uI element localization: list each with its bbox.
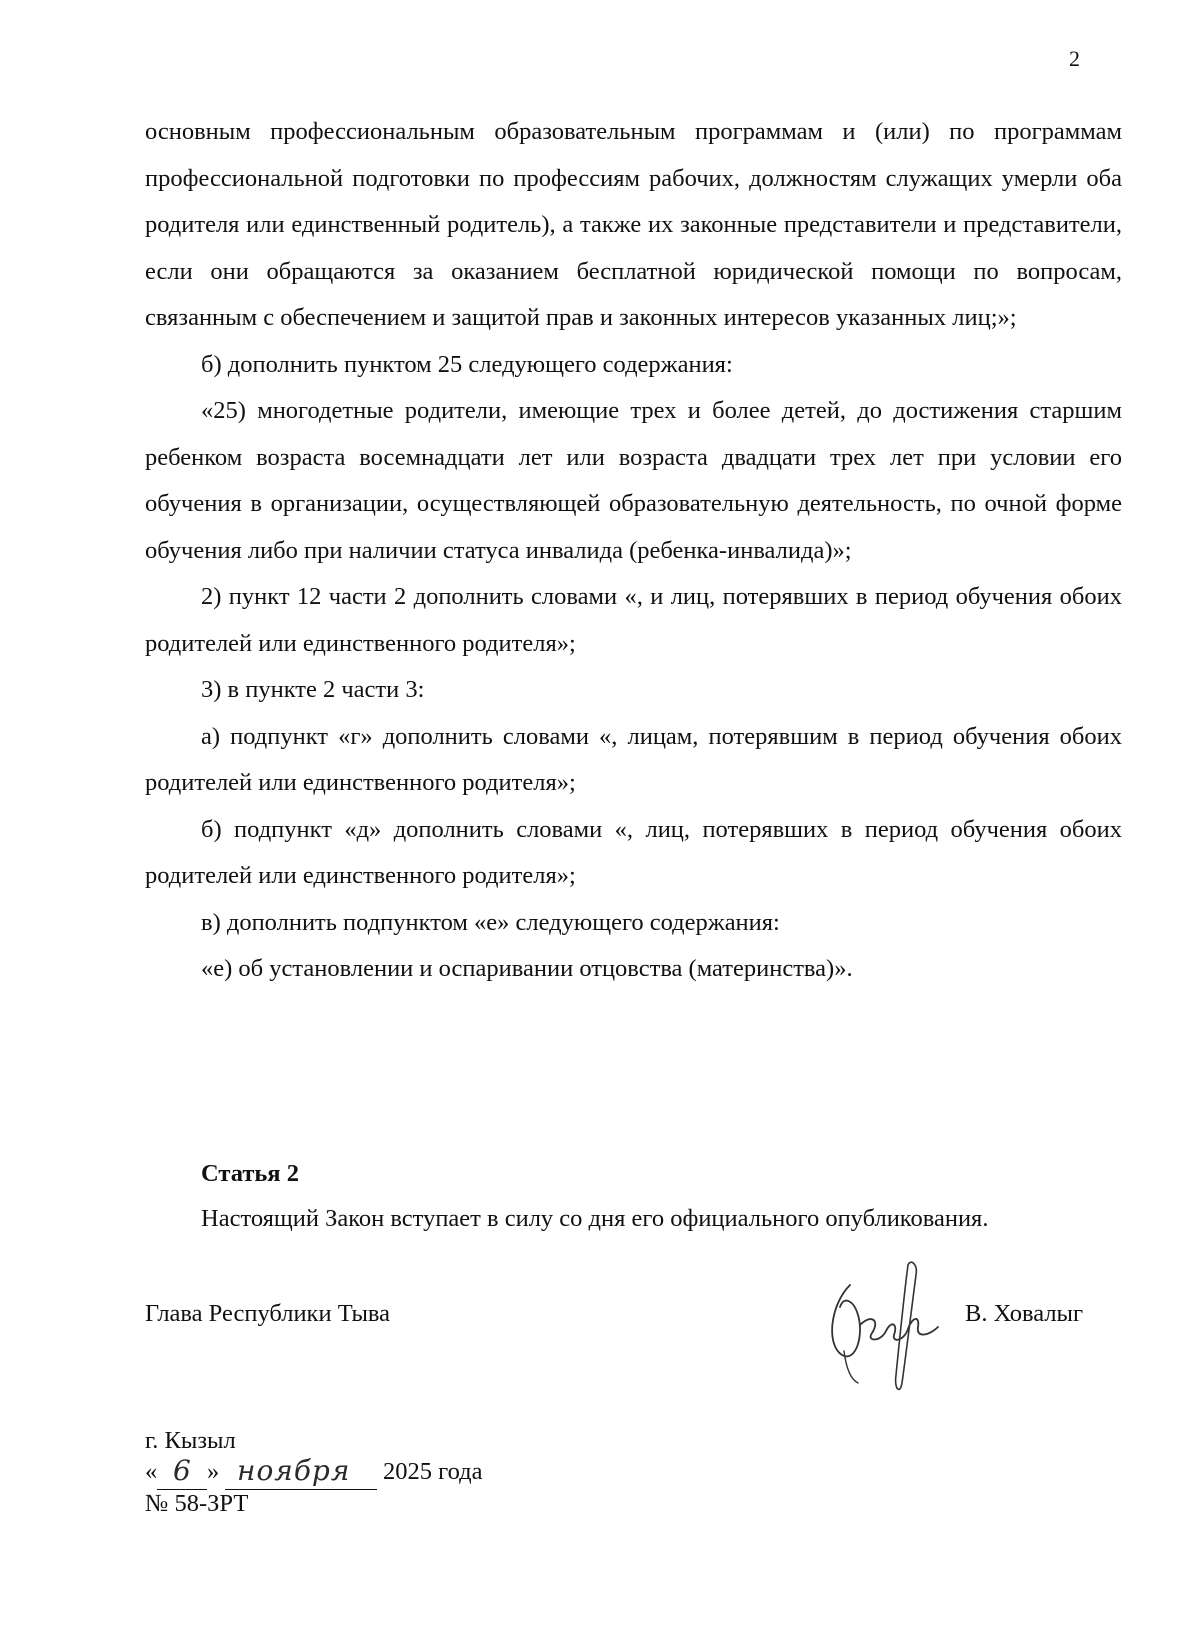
law-amendments-text [145,109,1122,993]
handwritten-signature [820,1255,950,1405]
date-day-handwritten: 6 [173,1454,192,1487]
signer-name: В. Ховалыг [965,1300,1084,1327]
date-month-handwritten: ноября [237,1454,351,1487]
signing-date [145,1454,565,1492]
signature-stroke [896,1262,917,1389]
paragraph-continuation: основным профессиональным образовательным программам и (или) по программам профессиональной подготовки по профессиям рабочих, должностям служащих умерли оба родителя или единственный родитель), а также их законные представители и представители, если они обращаются за оказанием бесплатной юридической помощи по вопросам, связанным с обеспечением и защитой прав и законных интересов указанных лиц;»; [145,118,1122,331]
date-year: 2025 года [383,1458,483,1485]
place-of-signing: г. Кызыл [145,1427,236,1454]
signature-stroke [832,1285,938,1356]
paragraph-subpoint-e-text: «е) об установлении и оспаривании отцовства (материнства)». [201,955,853,982]
signer-position-title: Глава Республики Тыва [145,1300,391,1327]
paragraph-point-25-text: «25) многодетные родители, имеющие трех и более детей, до достижения старшим ребенком возраста восемнадцати лет или возраста двадцати трех лет при условии его обучения в организации, осуществляющей образовательную деятельность, по очной форме обучения либо при наличии статуса инвалида (ребенка-инвалида)»; [145,397,1122,564]
article-title: Статья 2 [201,1160,299,1187]
paragraph-item-3a: а) подпункт «г» дополнить словами «, лицам, потерявшим в период обучения обоих родителей или единственного родителя»; [145,722,1122,796]
paragraph-item-3: 3) в пункте 2 части 3: [201,676,425,703]
page-number: 2 [1069,46,1080,71]
article-text: Настоящий Закон вступает в силу со дня его официального опубликования. [201,1205,989,1232]
paragraph-item-3v: в) дополнить подпунктом «е» следующего содержания: [201,908,780,936]
date-open-quote: « [145,1458,158,1485]
paragraph-item-b-add-point-25: б) дополнить пунктом 25 следующего содержания: [201,350,733,378]
paragraph-item-2: 2) пункт 12 части 2 дополнить словами «, и лиц, потерявших в период обучения обоих родителей или единственного родителя»; [145,583,1122,657]
paragraph-item-3b: б) подпункт «д» дополнить словами «, лиц, потерявших в период обучения обоих родителей или единственного родителя»; [145,815,1122,889]
document-number: № 58-ЗРТ [145,1490,249,1517]
date-close-quote: » [207,1458,220,1485]
